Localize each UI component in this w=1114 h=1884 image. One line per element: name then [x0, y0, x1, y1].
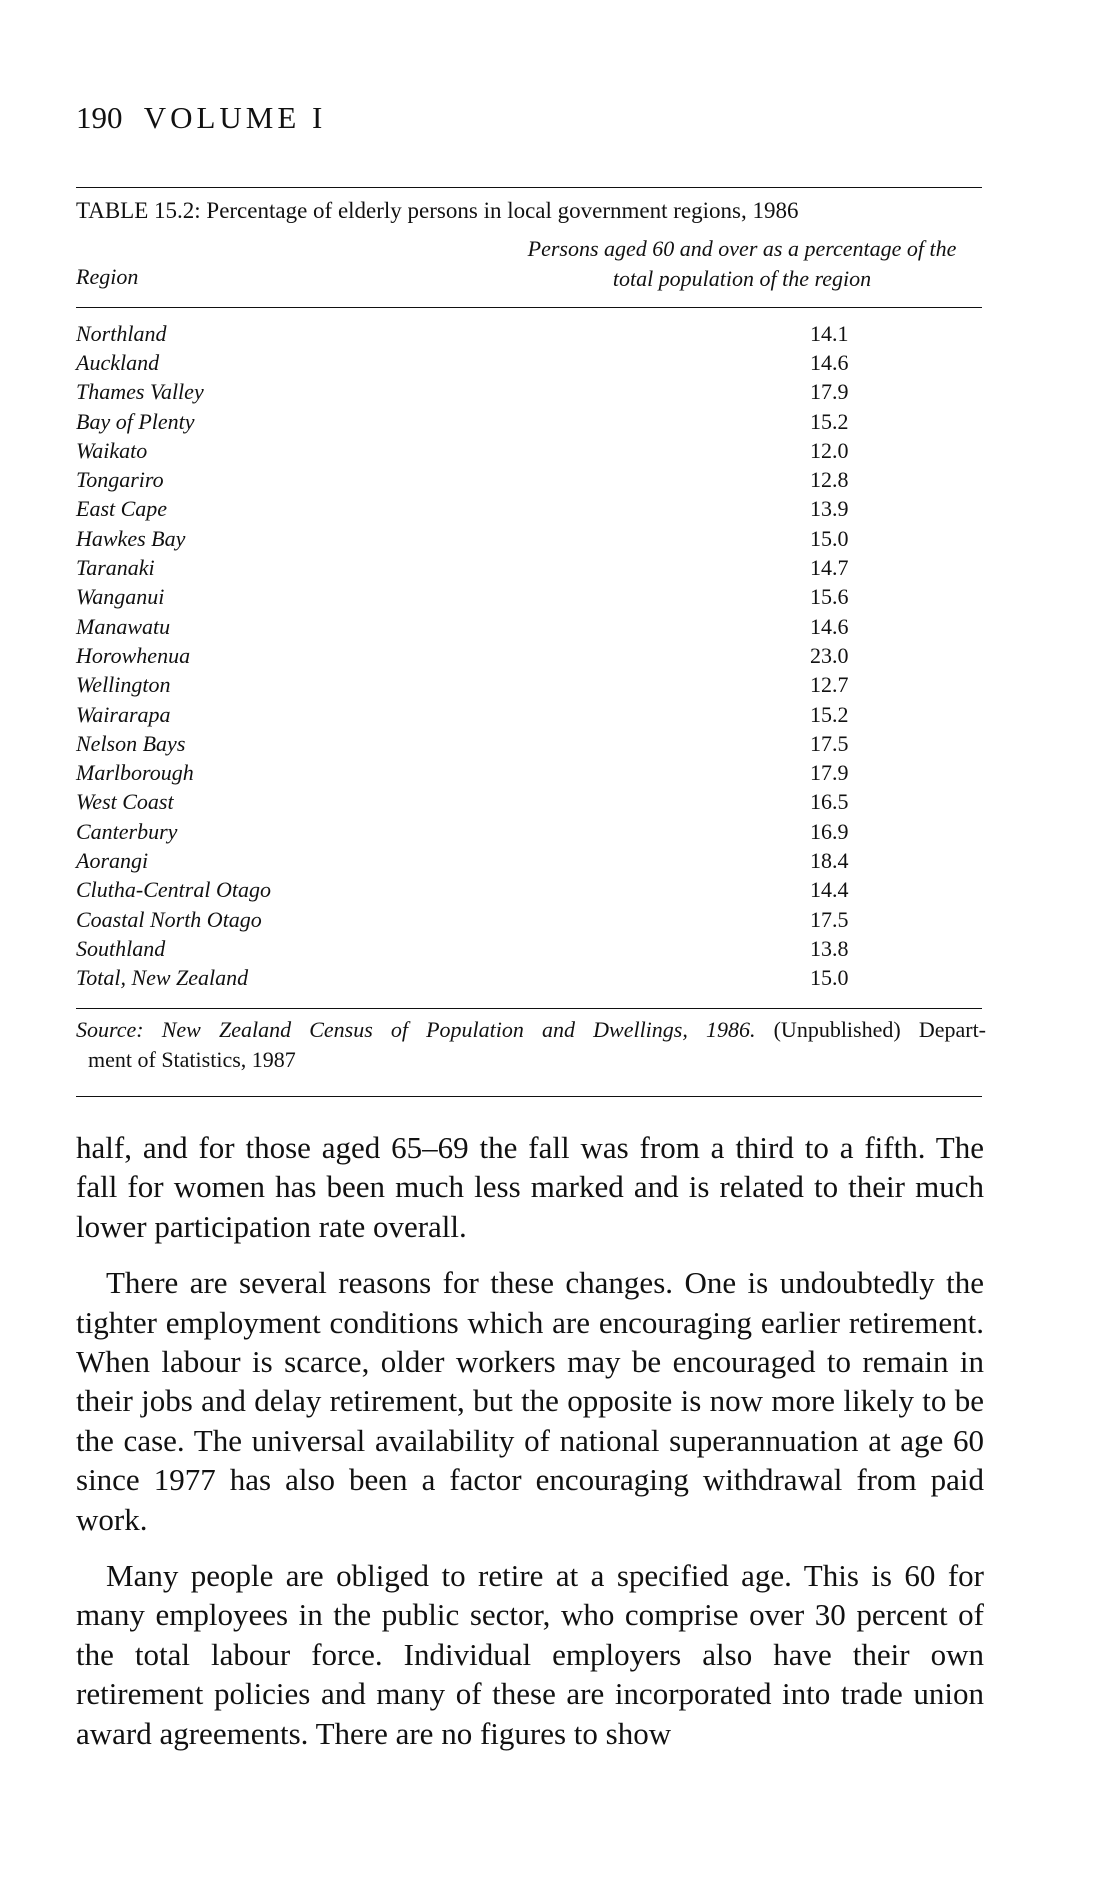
region-percentage: 17.9 — [810, 379, 849, 405]
table-row — [76, 758, 982, 787]
region-name: Southland — [76, 935, 166, 961]
region-percentage: 14.1 — [810, 320, 849, 346]
table-row — [76, 700, 982, 729]
source-line-1 — [76, 1015, 986, 1045]
region-name: Hawkes Bay — [76, 525, 186, 551]
paragraph: There are several reasons for these changes. One is undoubtedly the tighter employment conditions which are encouraging earlier retirement. When labour is scarce, older workers may be encouraged to remain in their jobs and delay retirement, but the opposite is now more likely to be the case. The universal availability of national superannuation at age 60 since 1977 has also been a factor encouraging withdrawal from paid work. — [76, 1265, 984, 1537]
table-row — [76, 583, 982, 612]
table-row — [76, 436, 982, 465]
region-name: Clutha-Central Otago — [76, 877, 271, 903]
paragraph: Many people are obliged to retire at a specified age. This is 60 for many employees in the public sector, who comprise over 30 percent of the total labour force. Individual employers also have their own retirement policies and many of these are incorporated into trade union award agreements. There are no figures to show — [76, 1558, 984, 1751]
column-header-value-line2: total population of the region — [612, 266, 872, 291]
region-percentage: 18.4 — [810, 847, 849, 873]
region-percentage: 15.0 — [810, 525, 849, 551]
table-row — [76, 846, 982, 875]
region-percentage: 14.6 — [810, 349, 849, 375]
region-percentage: 16.5 — [810, 789, 849, 815]
region-name: Wanganui — [76, 584, 165, 610]
region-percentage: 14.4 — [810, 877, 849, 903]
table-row — [76, 964, 982, 993]
region-percentage: 14.6 — [810, 613, 849, 639]
region-name: Aorangi — [76, 847, 149, 873]
table-row — [76, 319, 982, 348]
region-name: Wairarapa — [76, 701, 171, 727]
table-row — [76, 553, 982, 582]
table-body — [76, 319, 982, 993]
region-name: Taranaki — [76, 555, 155, 581]
paragraph: half, and for those aged 65–69 the fall was from a third to a fifth. The fall for women has been much less marked and is related to their much lower participation rate overall. — [76, 1130, 984, 1244]
table-top-rule — [76, 187, 982, 188]
source-label: Source: — [76, 1017, 144, 1042]
region-name: East Cape — [76, 496, 168, 522]
region-percentage: 17.5 — [810, 906, 849, 932]
region-percentage: 15.0 — [810, 965, 849, 991]
table-row — [76, 407, 982, 436]
table-row — [76, 465, 982, 494]
table-row — [76, 524, 982, 553]
column-header-region: Region — [76, 264, 139, 289]
region-percentage: 13.9 — [810, 496, 849, 522]
region-name: Manawatu — [76, 613, 171, 639]
region-percentage: 16.9 — [810, 818, 849, 844]
region-percentage: 12.0 — [810, 437, 849, 463]
table-source-note — [76, 1015, 986, 1075]
region-percentage: 23.0 — [810, 642, 849, 668]
table-row — [76, 817, 982, 846]
region-name: Thames Valley — [76, 379, 204, 405]
source-title: New Zealand Census of Population and Dwellings, 1986. — [161, 1017, 756, 1042]
table-title: TABLE 15.2: Percentage of elderly persons in local government regions, 1986 — [76, 198, 799, 223]
page-number: 190 — [76, 100, 123, 135]
table-bottom-rule — [76, 1008, 982, 1009]
table-end-rule — [76, 1096, 982, 1097]
running-head — [76, 100, 326, 136]
region-percentage: 15.2 — [810, 701, 849, 727]
column-header-value-line1: Persons aged 60 and over as a percentage of the — [527, 236, 957, 261]
table-row — [76, 348, 982, 377]
region-name: Northland — [76, 320, 167, 346]
table-row — [76, 788, 982, 817]
table-row — [76, 495, 982, 524]
region-percentage: 15.2 — [810, 408, 849, 434]
table-row — [76, 612, 982, 641]
source-rest-2: ment of Statistics, 1987 — [88, 1047, 296, 1072]
region-name: Horowhenua — [76, 642, 191, 668]
region-name: Auckland — [76, 349, 160, 375]
region-percentage: 13.8 — [810, 935, 849, 961]
table-row — [76, 934, 982, 963]
region-percentage: 14.7 — [810, 555, 849, 581]
table-row — [76, 671, 982, 700]
region-name: Total, New Zealand — [76, 965, 249, 991]
table-row — [76, 905, 982, 934]
region-name: Canterbury — [76, 818, 178, 844]
table-row — [76, 641, 982, 670]
region-name: West Coast — [76, 789, 174, 815]
region-percentage: 17.5 — [810, 730, 849, 756]
region-name: Marlborough — [76, 760, 194, 786]
region-name: Bay of Plenty — [76, 408, 195, 434]
table-header-rule — [76, 307, 982, 308]
table-row — [76, 876, 982, 905]
region-name: Waikato — [76, 437, 148, 463]
region-name: Tongariro — [76, 467, 164, 493]
region-percentage: 12.8 — [810, 467, 849, 493]
body-text — [76, 1128, 984, 1770]
region-name: Wellington — [76, 672, 171, 698]
table-row — [76, 378, 982, 407]
region-name: Nelson Bays — [76, 730, 186, 756]
region-percentage: 17.9 — [810, 760, 849, 786]
source-rest-1: (Unpublished) Depart- — [773, 1017, 987, 1042]
region-percentage: 15.6 — [810, 584, 849, 610]
column-header-value — [500, 234, 984, 294]
region-percentage: 12.7 — [810, 672, 849, 698]
running-title: VOLUME I — [143, 100, 327, 135]
region-name: Coastal North Otago — [76, 906, 262, 932]
table-row — [76, 729, 982, 758]
